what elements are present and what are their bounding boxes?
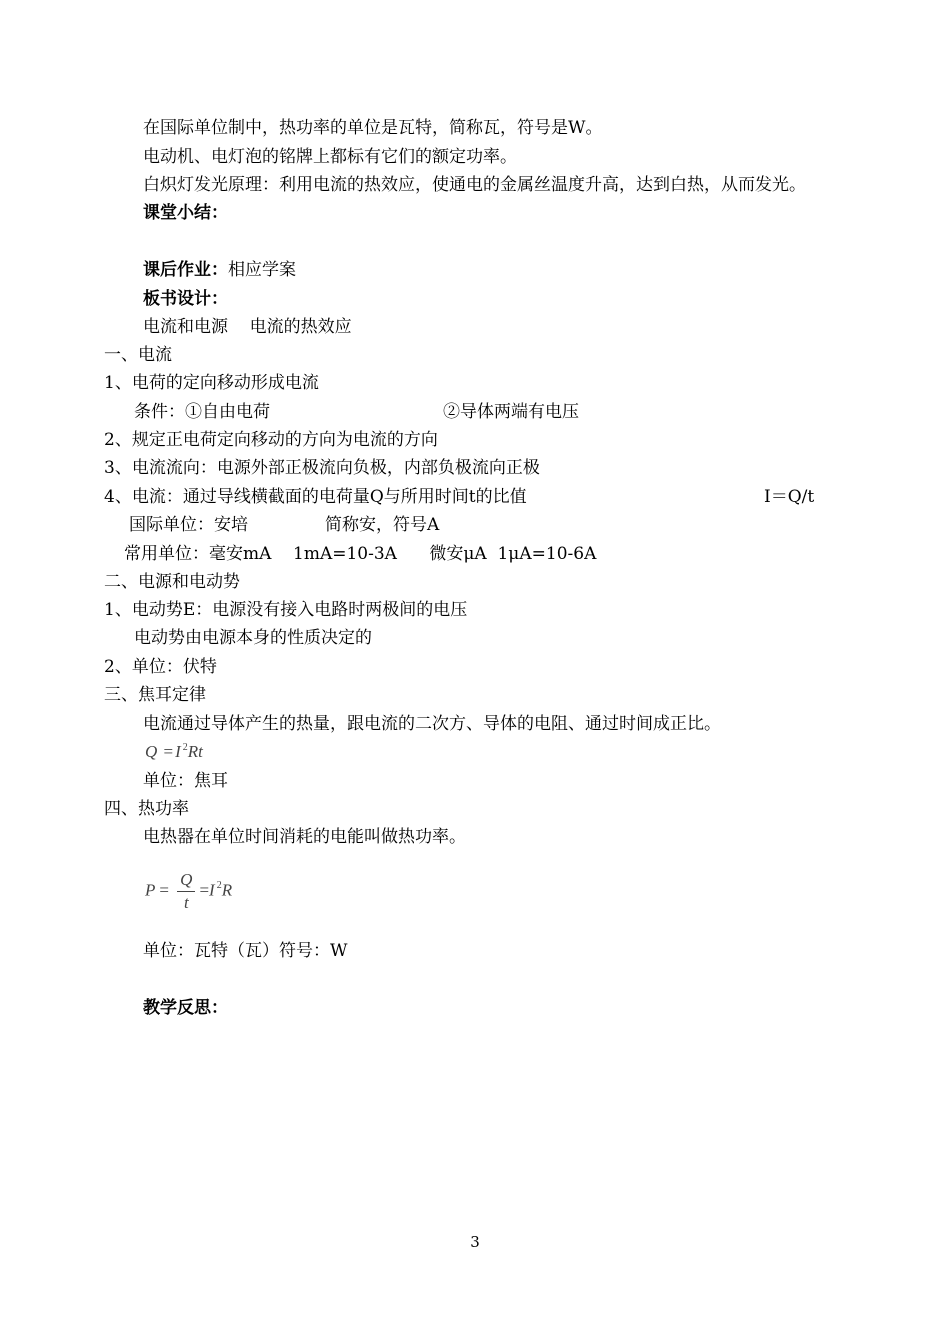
text-line: 电热器在单位时间消耗的电能叫做热功率。	[143, 827, 466, 847]
formula-exponent: 2	[182, 742, 188, 753]
formula-operator: =	[199, 880, 210, 900]
formula-symbol: Rt	[187, 742, 203, 761]
current-formula: I＝Q/t	[764, 487, 815, 507]
text-line: 3、电流流向：电源外部正极流向负极，内部负极流向正极	[104, 458, 540, 478]
text-line: 常用单位：毫安mA 1mA=10-3A 微安μA 1μA=10-6A	[124, 544, 597, 564]
text-line: ②导体两端有电压	[443, 402, 579, 422]
formula-symbol: I	[175, 742, 181, 761]
text-line: 1、电动势E：电源没有接入电路时两极间的电压	[104, 600, 468, 620]
text-line: 电动机、电灯泡的铭牌上都标有它们的额定功率。	[143, 147, 517, 167]
board-title: 电流和电源 电流的热效应	[143, 317, 352, 337]
formula-symbol: I	[209, 880, 215, 900]
text-line: 电动势由电源本身的性质决定的	[134, 628, 372, 648]
formula-symbol: P	[145, 880, 156, 900]
text-line: 条件：①自由电荷	[134, 402, 270, 422]
fraction-denominator: t	[183, 893, 189, 912]
text-line: 简称安，符号A	[325, 515, 440, 535]
text-line: 2、规定正电荷定向移动的方向为电流的方向	[104, 430, 438, 450]
text-line: 在国际单位制中，热功率的单位是瓦特，简称瓦，符号是W。	[143, 118, 603, 138]
text-line: 单位：瓦特（瓦）符号：W	[143, 941, 348, 961]
homework-line	[143, 260, 296, 280]
summary-heading: 课堂小结：	[143, 203, 228, 223]
text-line: 4、电流：通过导线横截面的电荷量Q与所用时间t的比值	[104, 487, 527, 507]
section-heading: 二、电源和电动势	[104, 572, 240, 592]
text-line: 电流通过导体产生的热量，跟电流的二次方、导体的电阻、通过时间成正比。	[143, 714, 721, 734]
formula-symbol: Q	[145, 742, 158, 761]
fraction	[177, 870, 195, 913]
text-line: 国际单位：安培	[129, 515, 248, 535]
page-number: 3	[470, 1233, 480, 1251]
board-heading: 板书设计：	[143, 289, 228, 309]
section-heading: 一、电流	[104, 345, 172, 365]
formula-symbol: R	[221, 880, 233, 900]
section-heading: 四、热功率	[104, 799, 189, 819]
joule-formula	[145, 742, 203, 762]
reflection-heading: 教学反思：	[143, 998, 228, 1018]
formula-exponent: 2	[216, 880, 222, 892]
power-formula	[145, 870, 232, 913]
fraction-numerator: Q	[177, 870, 195, 892]
text-line: 白炽灯发光原理：利用电流的热效应，使通电的金属丝温度升高，达到白热，从而发光。	[143, 175, 806, 195]
text-line: 单位：焦耳	[143, 771, 228, 791]
text-line: 1、电荷的定向移动形成电流	[104, 373, 319, 393]
section-heading: 三、焦耳定律	[104, 685, 206, 705]
text-line: 2、单位：伏特	[104, 657, 217, 677]
formula-operator: =	[163, 742, 174, 761]
homework-text: 相应学案	[228, 260, 296, 280]
homework-heading: 课后作业：	[143, 260, 228, 280]
formula-operator: =	[159, 880, 169, 900]
